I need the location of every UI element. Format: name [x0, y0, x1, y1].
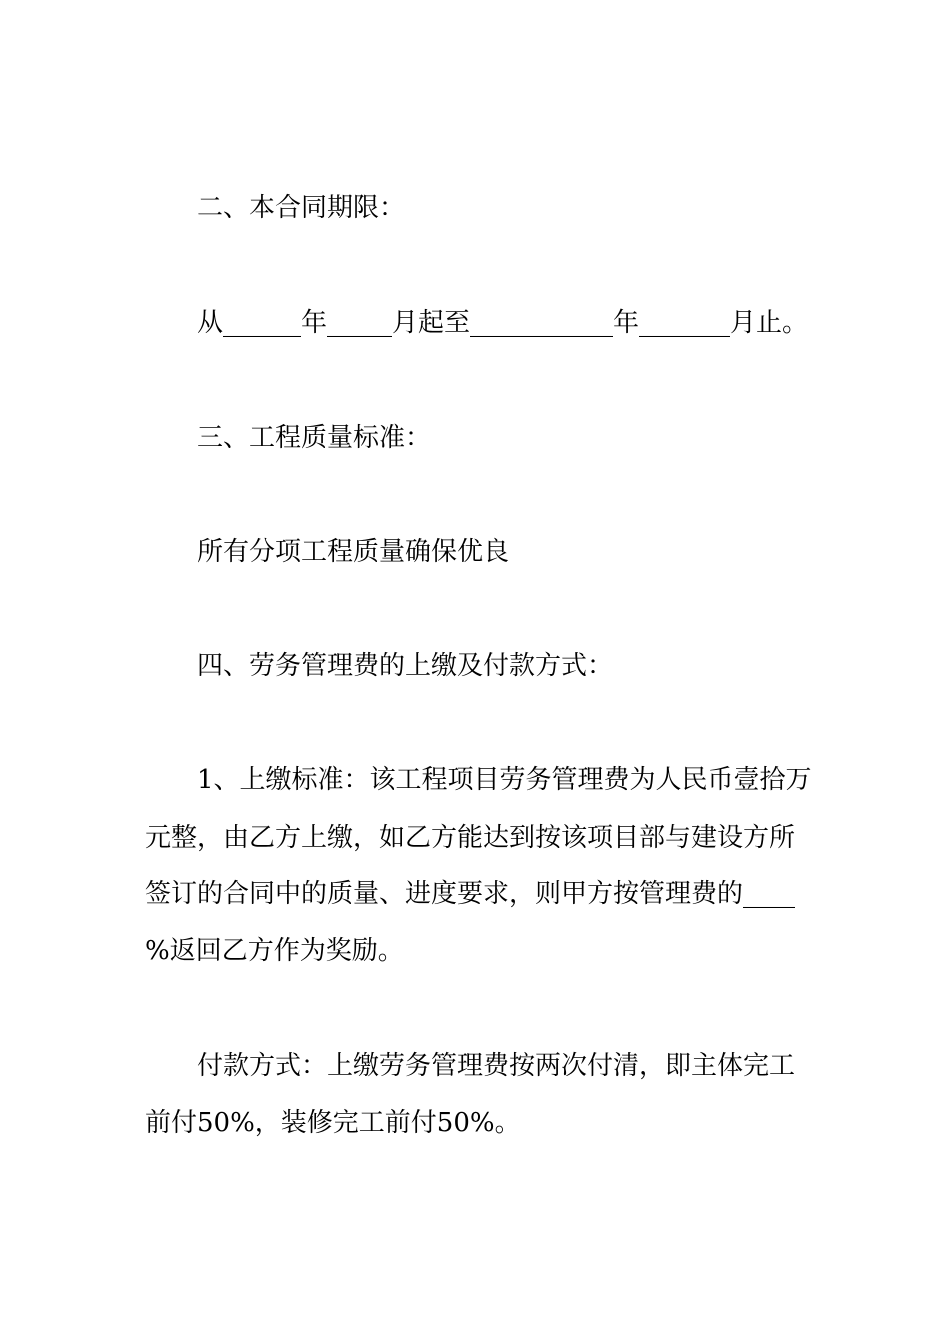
section-2-heading: 二、本合同期限：: [197, 193, 406, 223]
payment-standard-line-1: 1、上缴标准：该工程项目劳务管理费为人民币壹拾万: [197, 765, 812, 795]
payment-standard-line-4: %返回乙方作为奖励。: [145, 936, 404, 966]
payment-method-line-1: 付款方式：上缴劳务管理费按两次付清，即主体完工: [197, 1051, 796, 1081]
quality-standard-text: 所有分项工程质量确保优良: [197, 537, 510, 567]
section-3-heading: 三、工程质量标准：: [197, 423, 432, 453]
contract-period-line: 从______年_____月起至___________年_______月止。: [197, 308, 809, 338]
payment-standard-line-3: 签订的合同中的质量、进度要求，则甲方按管理费的____: [145, 879, 796, 909]
payment-standard-line-2: 元整，由乙方上缴，如乙方能达到按该项目部与建设方所: [145, 823, 796, 853]
section-4-heading: 四、劳务管理费的上缴及付款方式：: [197, 651, 614, 681]
payment-method-line-2: 前付50%，装修完工前付50%。: [145, 1108, 521, 1138]
